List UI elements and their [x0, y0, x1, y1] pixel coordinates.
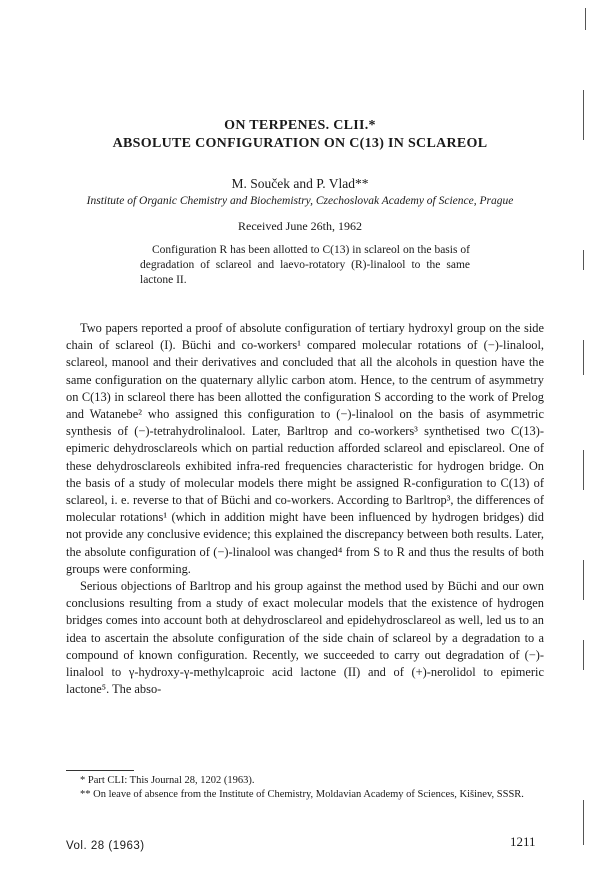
margin-mark — [583, 340, 584, 375]
margin-mark — [583, 450, 584, 490]
title-line-1: ON TERPENES. CLII.* — [224, 118, 376, 133]
abstract: Configuration R has been allotted to C(13) in sclareol on the basis of degradation of sclareol and laevo-rotatory (R)-linalool to the same lactone II. — [140, 244, 470, 286]
authors: M. Souček and P. Vlad** — [231, 176, 369, 191]
footnote-rule — [66, 770, 134, 771]
margin-mark — [583, 90, 584, 140]
institute: Institute of Organic Chemistry and Biochemistry, Czechoslovak Academy of Science, Prague — [86, 195, 514, 207]
margin-mark — [583, 560, 584, 600]
margin-mark — [583, 800, 584, 845]
body-text — [66, 320, 544, 698]
body-paragraph-1: Two papers reported a proof of absolute configuration of tertiary hydroxyl group on the side chain of sclareol (I). Büchi and co-workers¹ compared molecular rotations of (−)-linalool, sclareol, manool and their derivatives and concluded that all the alcohols in question have the same configuration on the quaternary allylic carbon atom. Hence, to the centrum of asymmetry on C(13) in sclareol there has been allotted the configuration S according to the work of Prelog and Watanebe² who assigned this configuration to (−)-linalool on the basis of asymmetric synthesis of (−)-tetrahydrolinalool. Later, Barltrop and co-workers³ synthetised two C(13)-epimeric dehydrosclareols which on partial reduction afforded sclareol and episclareol. One of these dehydrosclareols exhibited infra-red frequencies characteristic for hydrogen bridge. On the basis of a study of molecular models there might be assigned R-configuration to C(13) of sclareol, i. e. reverse to that of Büchi and co-workers. According to Barltrop³, the differences of molecular rotations¹ (which in addition might have been influenced by hydrogen bridges) did not provide any conclusive evidence; this explained the discrepancy between both results. Later, the absolute configuration of (−)-linalool was changed⁴ from S to R and thus the results of both groups were conforming. — [66, 321, 544, 576]
footnotes — [66, 774, 544, 802]
volume-info: Vol. 28 (1963) — [66, 840, 145, 852]
margin-mark — [583, 640, 584, 670]
received-date: Received June 26th, 1962 — [238, 219, 362, 233]
margin-mark — [585, 8, 586, 30]
title-line-2: ABSOLUTE CONFIGURATION ON C(13) IN SCLAREOL — [112, 136, 488, 151]
footnote-1: * Part CLI: This Journal 28, 1202 (1963). — [80, 775, 255, 786]
page-number: 1211 — [510, 834, 536, 849]
margin-mark — [583, 250, 584, 270]
footnote-2: ** On leave of absence from the Institute of Chemistry, Moldavian Academy of Sciences, Kišinev, SSSR. — [80, 789, 524, 800]
body-paragraph-2: Serious objections of Barltrop and his group against the method used by Büchi and our own conclusions resulting from a study of exact molecular models that the existence of hydrogen bridges comes into account both at dehydrosclareol and epidehydrosclareol as well, led us to an idea to ascertain the absolute configuration of the side chain of sclareol by a degradation to a compound of known configuration. Recently, we succeeded to carry out degradation of (−)-linalool to γ-hydroxy-γ-methylcaproic acid lactone (II) and of (+)-nerolidol to epimeric lactone⁵. The abso- — [66, 579, 544, 697]
